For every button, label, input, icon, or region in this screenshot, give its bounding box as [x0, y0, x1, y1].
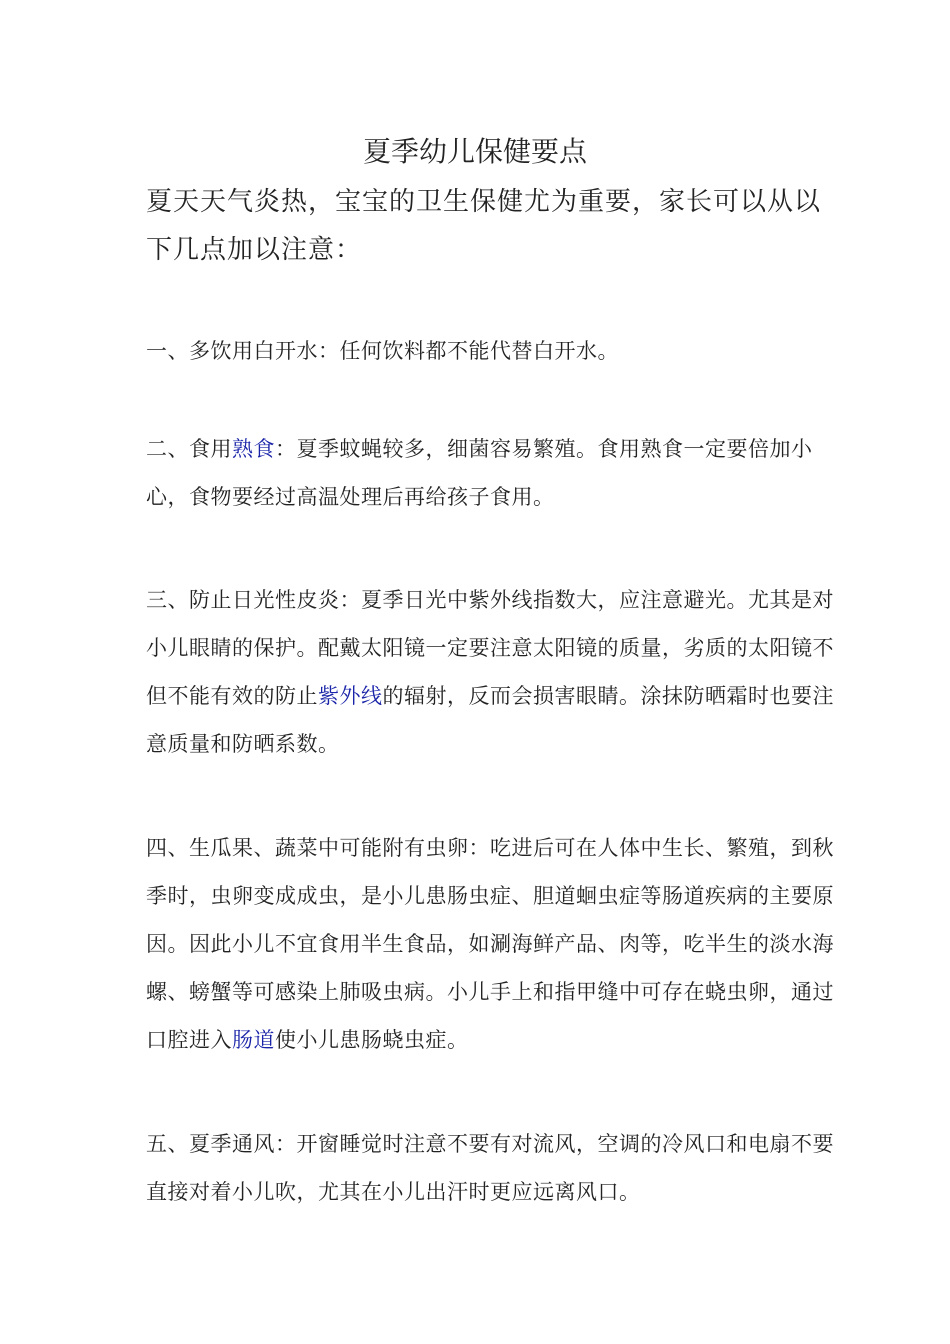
section-5-paragraph — [146, 1120, 836, 1216]
section-3-text-b: 的辐射，反而会损害眼睛。涂抹防晒霜时也要注意质量和防晒系数。 — [146, 684, 834, 756]
section-4-text-a: 四、生瓜果、蔬菜中可能附有虫卵：吃进后可在人体中生长、繁殖，到秋季时，虫卵变成成虫，是小儿患肠虫症、胆道蛔虫症等肠道疾病的主要原因。因此小儿不宜食用半生食品，如涮海鲜产品、肉等，吃半生的淡水海螺、螃蟹等可感染上肺吸虫病。小儿手上和指甲缝中可存在蛲虫卵，通过口腔进入 — [146, 836, 834, 1052]
intestine-link[interactable]: 肠道 — [232, 1028, 275, 1052]
section-1-paragraph — [146, 327, 836, 375]
intro-paragraph: 夏天天气炎热，宝宝的卫生保健尤为重要，家长可以从以下几点加以注意： — [146, 187, 822, 265]
section-1-text: 一、多饮用白开水：任何饮料都不能代替白开水。 — [146, 339, 619, 363]
cooked-food-link[interactable]: 熟食 — [232, 437, 275, 461]
section-2-paragraph — [146, 425, 836, 521]
section-4-paragraph — [146, 824, 836, 1064]
ultraviolet-link[interactable]: 紫外线 — [318, 684, 383, 708]
section-2-text-a: 二、食用 — [146, 437, 232, 461]
section-5-text: 五、夏季通风：开窗睡觉时注意不要有对流风，空调的冷风口和电扇不要直接对着小儿吹，尤其在小儿出汗时更应远离风口。 — [146, 1132, 834, 1204]
page-title: 夏季幼儿保健要点 — [362, 135, 587, 168]
section-2-text-b: ：夏季蚊蝇较多，细菌容易繁殖。食用熟食一定要倍加小心，食物要经过高温处理后再给孩子食用。 — [146, 437, 813, 509]
section-3-paragraph — [146, 576, 836, 768]
section-3-text-a: 三、防止日光性皮炎：夏季日光中紫外线指数大，应注意避光。尤其是对小儿眼睛的保护。配戴太阳镜一定要注意太阳镜的质量，劣质的太阳镜不但不能有效的防止 — [146, 588, 834, 708]
section-4-text-b: 使小儿患肠蛲虫症。 — [275, 1028, 469, 1052]
